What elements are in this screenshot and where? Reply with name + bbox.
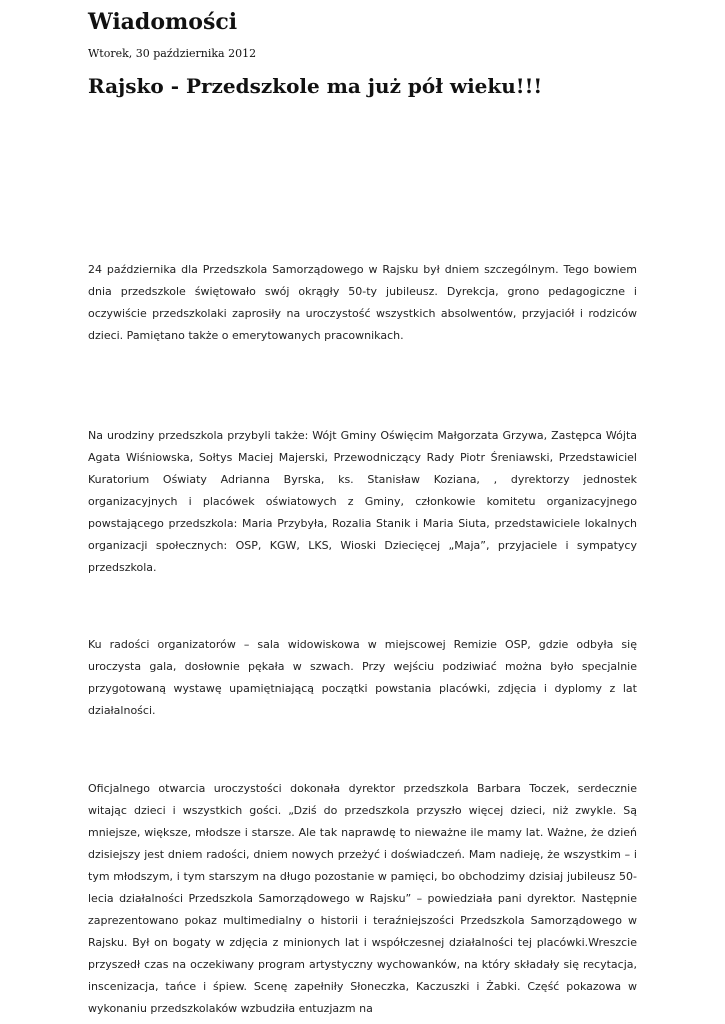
article-paragraph-4: Oficjalnego otwarcia uroczystości dokonała dyrektor przedszkola Barbara Toczek, serdecznie witając dzieci i wszystkich gości. „Dziś do przedszkola przyszło więcej dzieci, niż zwykle. Są mniejsze, większe, młodsze i starsze. Ale tak naprawdę to nieważne ile mamy lat. Ważne, że dzień dzisiejszy jest dniem radości, dniem nowych przeżyć i doświadczeń. Mam nadieję, że wszystkim – i tym młodszym, i tym starszym na długo pozostanie w pamięci, bo obchodzimy dzisiaj jubileusz 50-lecia działalności Przedszkola Samorządowego w Rajsku” – powiedziała pani dyrektor. Następnie zaprezentowano pokaz multimedialny o historii i teraźniejszości Przedszkola Samorządowego w Rajsku. Był on bogaty w zdjęcia z minionych lat i współczesnej działalności tej placówki.Wreszcie przyszedł czas na oczekiwany program artystyczny wychowanków, na który składały się recytacja, inscenizacja, tańce i śpiew. Scenę zapełniły Słoneczka, Kaczuszki i Żabki. Część pokazowa w wykonaniu przedszkolaków wzbudziła entuzjazm na: [88, 782, 637, 1015]
article-paragraph-3: Ku radości organizatorów – sala widowiskowa w miejscowej Remizie OSP, gdzie odbyła się uroczysta gala, dosłownie pękała w szwach. Przy wejściu podziwiać można było specjalnie przygotowaną wystawę upamiętniającą początki powstania placówki, zdjęcia i dyplomy z lat działalności.: [88, 638, 637, 717]
post-date: Wtorek, 30 października 2012: [88, 47, 257, 60]
article-paragraph-1: 24 października dla Przedszkola Samorządowego w Rajsku był dniem szczególnym. Tego bowiem dnia przedszkole świętowało swój okrągły 50-ty jubileusz. Dyrekcja, grono pedagogiczne i oczywiście przedszkolaki zaprosiły na uroczystość wszystkich absolwentów, przyjaciół i rodziców dzieci. Pamiętano także o emerytowanych pracownikach.: [88, 263, 637, 342]
article-paragraph-2: Na urodziny przedszkola przybyli także: Wójt Gminy Oświęcim Małgorzata Grzywa, Zastępca Wójta Agata Wiśniowska, Sołtys Maciej Majerski, Przewodniczący Rady Piotr Śreniawski, Przedstawiciel Kuratorium Oświaty Adrianna Byrska, ks. Stanisław Koziana, , dyrektorzy jednostek organizacyjnych i placówek oświatowych z Gminy, członkowie komitetu organizacyjnego powstającego przedszkola: Maria Przybyła, Rozalia Stanik i Maria Siuta, przedstawiciele lokalnych organizacji społecznych: OSP, KGW, LKS, Wioski Dziecięcej „Maja”, przyjaciele i sympatycy przedszkola.: [88, 429, 637, 574]
article-title: Rajsko - Przedszkole ma już pół wieku!!!: [88, 74, 543, 98]
section-title: Wiadomości: [88, 9, 238, 35]
